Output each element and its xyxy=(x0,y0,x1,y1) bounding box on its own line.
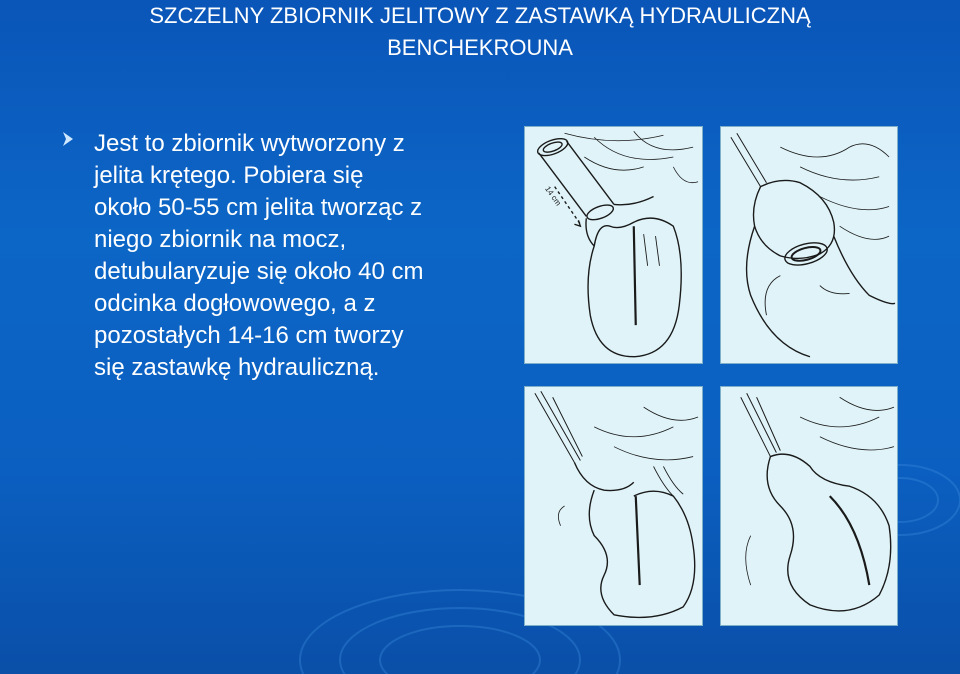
surgical-diagram-1 xyxy=(525,127,702,363)
surgical-diagram-2 xyxy=(721,127,897,363)
bullet-line-4: niego zbiornik na mocz, xyxy=(94,226,347,253)
illustration-step-4 xyxy=(720,386,898,626)
illustration-step-1 xyxy=(524,126,703,364)
slide-title xyxy=(0,0,960,64)
bullet-line-8: się zastawkę hydrauliczną. xyxy=(94,354,380,381)
bullet-item xyxy=(94,128,484,384)
chevron-right-icon xyxy=(60,130,76,148)
measurement-label: 14 cm xyxy=(543,184,563,208)
bullet-line-2: jelita krętego. Pobiera się xyxy=(94,162,364,189)
bullet-line-3: około 50-55 cm jelita tworząc z xyxy=(94,194,423,221)
title-line-2: BENCHEKROUNA xyxy=(387,35,573,60)
bullet-line-1: Jest to zbiornik wytworzony z xyxy=(94,130,405,157)
illustration-step-3 xyxy=(524,386,703,626)
title-line-1: SZCZELNY ZBIORNIK JELITOWY Z ZASTAWKĄ HYDRAULICZNĄ xyxy=(149,3,811,28)
bullet-line-7: pozostałych 14-16 cm tworzy xyxy=(94,322,404,349)
illustration-step-2 xyxy=(720,126,898,364)
surgical-diagram-4 xyxy=(721,387,897,625)
bullet-line-6: odcinka dogłowowego, a z xyxy=(94,290,376,317)
bullet-line-5: detubularyzuje się około 40 cm xyxy=(94,258,424,285)
surgical-diagram-3 xyxy=(525,387,702,625)
